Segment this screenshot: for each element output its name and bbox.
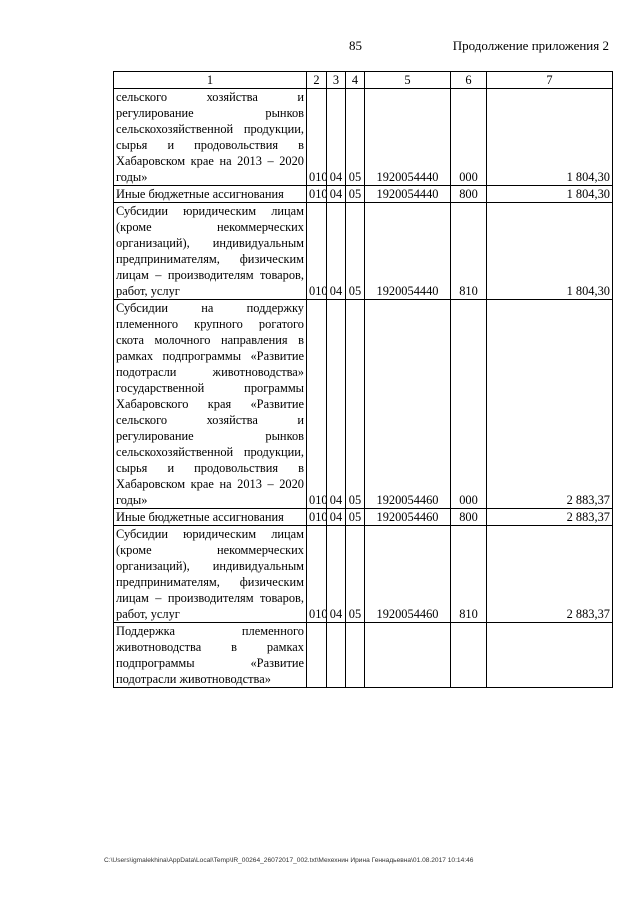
row-name-cell: сельского хозяйства и регулирование рынков сельскохозяйственной продукции, сырья и продовольствия в Хабаровском крае на 2013 – 2020 годы» [114, 89, 307, 186]
column-header: 1 [114, 72, 307, 89]
cell-code: 010 [307, 186, 327, 203]
cell-section: 04 [327, 300, 346, 509]
footer-file-path: C:\Users\igmalekhina\AppData\Local\Temp\IR_00264_26072017_002.txt\Мехехнин Ирина Геннадьевна\01.08.2017 10:14:46 [104, 857, 474, 864]
cell-amount: 1 804,30 [487, 203, 613, 300]
cell-subsection: 05 [346, 509, 365, 526]
column-header: 5 [365, 72, 451, 89]
cell-section: 04 [327, 203, 346, 300]
cell-subsection: 05 [346, 89, 365, 186]
table-header-row [114, 72, 613, 89]
cell-subsection: 05 [346, 300, 365, 509]
column-header: 7 [487, 72, 613, 89]
row-name-cell: Иные бюджетные ассигнования [114, 186, 307, 203]
cell-expense-type: 800 [451, 509, 487, 526]
budget-table [113, 71, 613, 688]
cell-expense-type: 800 [451, 186, 487, 203]
cell-expense-type [451, 623, 487, 688]
cell-target-article: 1920054440 [365, 186, 451, 203]
cell-amount: 2 883,37 [487, 526, 613, 623]
cell-amount: 2 883,37 [487, 300, 613, 509]
cell-section: 04 [327, 509, 346, 526]
cell-target-article: 1920054460 [365, 509, 451, 526]
column-header: 3 [327, 72, 346, 89]
page-number: 85 [349, 38, 362, 53]
cell-code: 010 [307, 509, 327, 526]
row-name-cell: Субсидии юридическим лицам (кроме некоммерческих организаций), индивидуальным предпринимателям, физическим лицам – производителям товаров, работ, услуг [114, 203, 307, 300]
cell-amount: 1 804,30 [487, 186, 613, 203]
row-name-cell: Субсидии на поддержку племенного крупного рогатого скота молочного направления в рамках подпрограммы «Развитие подотрасли животноводства» государственной программы Хабаровского края «Развитие сельского хозяйства и регулирование рынков сельскохозяйственной продукции, сырья и продовольствия в Хабаровском крае на 2013 – 2020 годы» [114, 300, 307, 509]
cell-code: 010 [307, 526, 327, 623]
cell-code: 010 [307, 89, 327, 186]
cell-amount [487, 623, 613, 688]
cell-expense-type: 810 [451, 203, 487, 300]
cell-section [327, 623, 346, 688]
cell-amount: 1 804,30 [487, 89, 613, 186]
cell-subsection [346, 623, 365, 688]
cell-expense-type: 810 [451, 526, 487, 623]
cell-target-article: 1920054440 [365, 203, 451, 300]
table-row [114, 203, 613, 300]
column-header: 4 [346, 72, 365, 89]
cell-section: 04 [327, 186, 346, 203]
table-row [114, 300, 613, 509]
cell-subsection: 05 [346, 203, 365, 300]
table-row [114, 623, 613, 688]
cell-section: 04 [327, 526, 346, 623]
cell-code: 010 [307, 203, 327, 300]
row-name-cell: Субсидии юридическим лицам (кроме некоммерческих организаций), индивидуальным предпринимателям, физическим лицам – производителям товаров, работ, услуг [114, 526, 307, 623]
cell-target-article: 1920054460 [365, 300, 451, 509]
row-name-cell: Поддержка племенного животноводства в рамках подпрограммы «Развитие подотрасли животноводства» [114, 623, 307, 688]
cell-target-article [365, 623, 451, 688]
cell-subsection: 05 [346, 526, 365, 623]
table-row [114, 526, 613, 623]
cell-amount: 2 883,37 [487, 509, 613, 526]
cell-expense-type: 000 [451, 300, 487, 509]
table-row [114, 89, 613, 186]
cell-code [307, 623, 327, 688]
cell-target-article: 1920054440 [365, 89, 451, 186]
continuation-caption: Продолжение приложения 2 [452, 38, 609, 53]
column-header: 6 [451, 72, 487, 89]
table-row [114, 186, 613, 203]
cell-code: 010 [307, 300, 327, 509]
cell-target-article: 1920054460 [365, 526, 451, 623]
table-row [114, 509, 613, 526]
cell-expense-type: 000 [451, 89, 487, 186]
cell-subsection: 05 [346, 186, 365, 203]
cell-section: 04 [327, 89, 346, 186]
row-name-cell: Иные бюджетные ассигнования [114, 509, 307, 526]
column-header: 2 [307, 72, 327, 89]
